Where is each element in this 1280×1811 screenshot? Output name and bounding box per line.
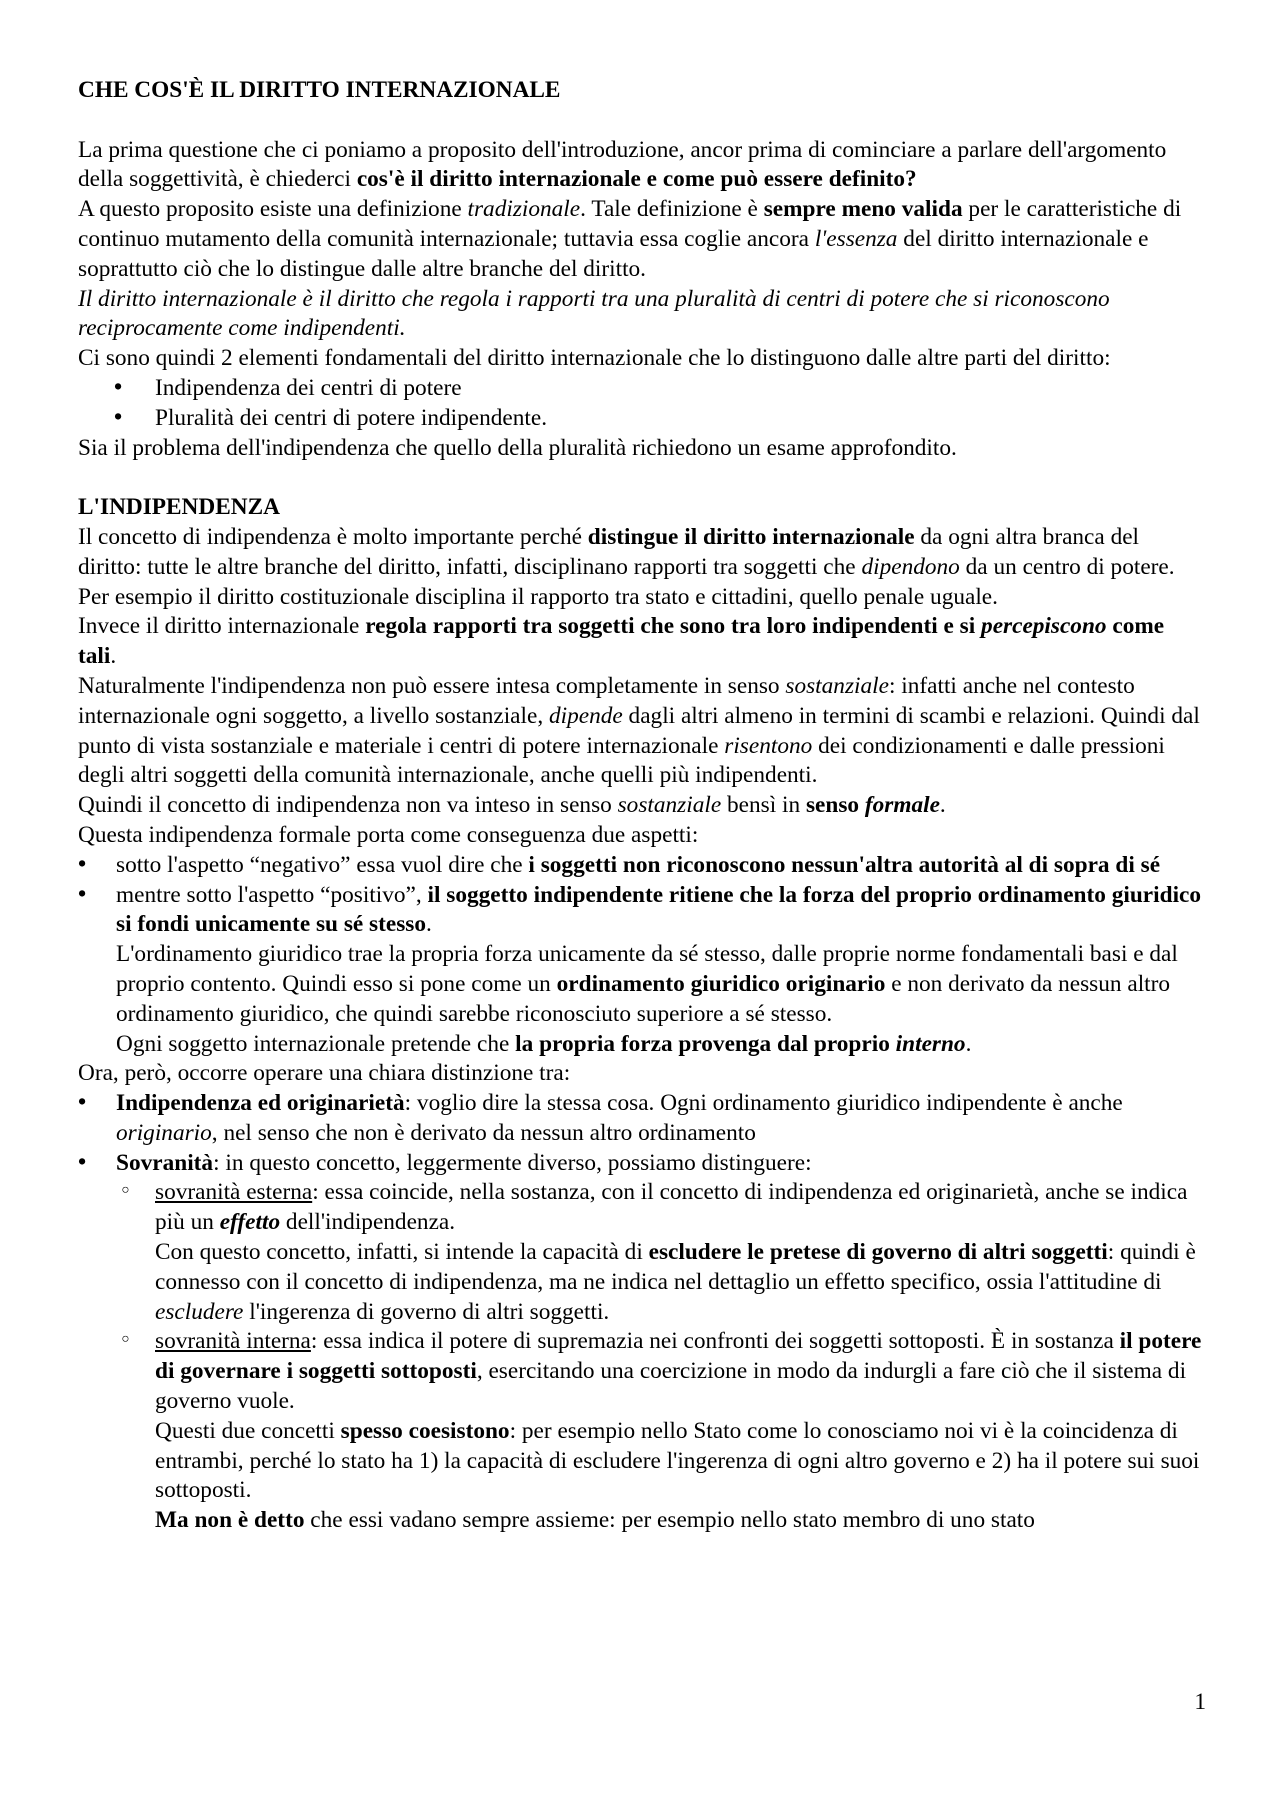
italic-text: escludere (155, 1298, 244, 1325)
internal-text (155, 1327, 1208, 1416)
positive-detail (116, 940, 1208, 1029)
section-heading: L'INDIPENDENZA (78, 494, 280, 521)
spacer (78, 463, 1208, 493)
text: che essi vadano sempre assieme: per esempio nello stato membro di uno stato (304, 1507, 1035, 1534)
text: L'ordinamento giuridico trae la propria forza unicamente da sé stesso, dalle proprie norme fondamentali basi e dal proprio contento. Quindi esso si pone come un (116, 941, 1178, 997)
aspects-list (78, 851, 1208, 1060)
text: . (426, 911, 432, 938)
text: dagli altri almeno in termini di scambi e relazioni. Quindi dal punto di vista sostanziale e materiale i centri di potere internazionale (78, 702, 1200, 759)
bold-text: sempre meno valida (763, 196, 963, 223)
bold-italic-text (865, 792, 940, 818)
text: l'ingerenza di governo di altri soggetti. (243, 1298, 610, 1325)
list-item-positive (78, 881, 1208, 1060)
italic-text: dipendono (861, 553, 960, 580)
text: : voglio dire la stessa cosa. Ogni ordinamento giuridico indipendente è anche (404, 1090, 1123, 1117)
elements-list (78, 374, 1208, 434)
text: Ogni soggetto internazionale pretende che (116, 1030, 516, 1057)
italic-text: sostanziale (785, 672, 889, 699)
external-detail (155, 1238, 1208, 1327)
text: da un centro di potere. Per esempio il diritto costituzionale disciplina il rapporto tra stato e cittadini, quello penale uguale. (78, 553, 1175, 610)
text: Con questo concetto, infatti, si intende la capacità di (155, 1239, 649, 1266)
bold-text: Indipendenza ed originarietà (116, 1090, 405, 1117)
text: . (965, 1030, 972, 1057)
bold-text: il potere di governare i soggetti sottoposti (155, 1328, 1202, 1385)
bold-text: come tali (78, 613, 1165, 670)
text: sotto l'aspetto “negativo” essa vuol dire che (116, 851, 529, 878)
positive-text (116, 881, 1208, 941)
italic-text: risentono (724, 732, 813, 759)
text: per le caratteristiche di continuo mutamento della comunità internazionale; tuttavia essa coglie ancora (78, 196, 1182, 252)
text: del diritto internazionale e soprattutto ciò che lo distingue dalle altre branche del diritto. (78, 225, 1149, 282)
bold-text: i soggetti non riconoscono nessun'altra autorità al di sopra di sé (528, 851, 1161, 878)
text: : per esempio nello Stato come lo conosciamo noi vi è la coincidenza di entrambi, perché lo stato ha 1) la capacità di escludere l'ingerenza di ogni altro governo e 2) ha il potere sui suoi sottoposti. (155, 1417, 1200, 1504)
distinction-list (78, 1089, 1208, 1536)
text: . (939, 792, 946, 819)
text: mentre sotto l'aspetto “positivo”, (116, 881, 428, 908)
text: Il concetto di indipendenza è molto importante perché (78, 523, 588, 550)
underlined-text: sovranità esterna (155, 1179, 313, 1206)
italic-text: interno (895, 1030, 966, 1057)
intro-paragraph-3: Ci sono quindi 2 elementi fondamentali del diritto internazionale che lo distinguono dalle altre parti del diritto: (78, 345, 1111, 372)
text: Naturalmente l'indipendenza non può essere intesa completamente in senso (78, 672, 786, 699)
section-paragraph-4 (78, 791, 1208, 821)
bold-text: la propria forza provenga dal proprio (515, 1030, 896, 1057)
page-title: CHE COS'È IL DIRITTO INTERNAZIONALE (78, 77, 561, 103)
list-item-sovereignty (78, 1149, 1208, 1536)
list-item: • Indipendenza dei centri di potere (78, 374, 1208, 404)
external-text (155, 1178, 1208, 1238)
bold-text: escludere le pretese di governo di altri soggetti (648, 1239, 1108, 1266)
italic-text: tradizionale (467, 196, 581, 223)
italic-text: formale (864, 792, 940, 819)
list-item-independence (78, 1089, 1208, 1149)
list-item: • Pluralità dei centri di potere indipendente. (78, 404, 1208, 434)
italic-text: percepiscono (981, 613, 1107, 640)
text: dei condizionamenti e dalle pressioni degli altri soggetti della comunità internazionale, anche quelli più indipendenti. (78, 732, 1165, 789)
underlined-text: sovranità interna (155, 1328, 311, 1355)
text: bensì in (721, 792, 806, 819)
text: Invece il diritto internazionale (78, 613, 366, 640)
italic-text: effetto (219, 1209, 281, 1236)
text: Quindi il concetto di indipendenza non va inteso in senso (78, 792, 618, 819)
sovereignty-sublist (78, 1178, 1208, 1536)
text: , nel senso che non è derivato da nessun altro ordinamento (211, 1119, 756, 1146)
bold-text: cos'è il diritto internazionale e come può essere definito? (356, 166, 917, 193)
italic-text: originario (116, 1119, 212, 1146)
list-item-negative (78, 851, 1208, 881)
text: . Tale definizione è (580, 196, 764, 223)
internal-detail-2 (155, 1506, 1208, 1536)
text: : infatti anche nel contesto internazionale ogni soggetto, a livello sostanziale, (78, 672, 1135, 729)
bold-text: regola rapporti tra soggetti che sono tra loro indipendenti e si (365, 613, 982, 640)
text: La prima questione che ci poniamo a proposito dell'introduzione, ancor prima di cominciare a parlare dell'argomento della soggettività, è chiederci (78, 136, 1167, 193)
bold-text: senso (805, 792, 865, 819)
bold-text: spesso coesistono (340, 1417, 510, 1444)
text: A questo proposito esiste una definizione (78, 196, 468, 223)
italic-text: dipende (548, 702, 623, 729)
text: Questi due concetti (155, 1417, 341, 1444)
text: : quindi è connesso con il concetto di indipendenza, ma ne indica nel dettaglio un effetto specifico, ossia l'attitudine di (155, 1239, 1196, 1295)
bold-italic-text (896, 1031, 966, 1057)
intro-paragraph-1 (78, 136, 1208, 196)
section-paragraph-3 (78, 672, 1208, 791)
section-paragraph-1 (78, 523, 1208, 612)
text: . (110, 643, 117, 670)
internal-detail (155, 1417, 1208, 1506)
text: : in questo concetto, leggermente diverso, possiamo distinguere: (213, 1149, 812, 1176)
intro-paragraph-4: Sia il problema dell'indipendenza che quello della pluralità richiedono un esame approfondito. (78, 434, 957, 461)
sublist-item-external (78, 1178, 1208, 1327)
bold-text: ordinamento giuridico originario (556, 970, 886, 997)
bold-italic-text (981, 613, 1107, 639)
spacer (78, 106, 1208, 136)
text: , esercitando una coercizione in modo da indurgli a fare ciò che il sistema di governo vuole. (155, 1358, 1187, 1415)
bold-text: il soggetto indipendente ritiene che la forza del proprio ordinamento giuridico si fondi unicamente su sé stesso (116, 881, 1202, 938)
italic-text: sostanziale (617, 792, 722, 819)
bold-text: distingue il diritto internazionale (587, 523, 915, 550)
bold-text: Sovranità (116, 1149, 214, 1176)
section-paragraph-5: Questa indipendenza formale porta come conseguenza due aspetti: (78, 821, 699, 848)
intro-paragraph-2 (78, 195, 1208, 284)
definition (78, 285, 1208, 345)
page-content (78, 76, 1208, 1536)
italic-text: l'essenza (814, 225, 898, 252)
text: dell'indipendenza. (280, 1209, 456, 1236)
text: : essa coincide, nella sostanza, con il concetto di indipendenza ed originarietà, anche se indica più un (155, 1179, 1188, 1236)
page-number: 1 (1194, 1689, 1206, 1715)
section-paragraph-2 (78, 612, 1208, 672)
text: da ogni altra branca del diritto: tutte le altre branche del diritto, infatti, disciplinano rapporti tra soggetti che (78, 523, 1140, 580)
positive-detail-2 (116, 1030, 1208, 1060)
text: e non derivato da nessun altro ordinamento giuridico, che quindi sarebbe riconosciuto superiore a sé stesso. (116, 970, 1171, 1027)
bold-italic-text (220, 1209, 280, 1235)
definition-text: Il diritto internazionale è il diritto che regola i rapporti tra una pluralità di centri di potere che si riconoscono reciprocamente come indipendenti. (78, 285, 1110, 342)
sublist-item-internal (78, 1327, 1208, 1536)
bold-text: Ma non è detto (155, 1507, 305, 1534)
section-paragraph-6: Ora, però, occorre operare una chiara distinzione tra: (78, 1060, 571, 1087)
text: : essa indica il potere di supremazia nei confronti dei soggetti sottoposti. È in sostanza (310, 1328, 1120, 1355)
